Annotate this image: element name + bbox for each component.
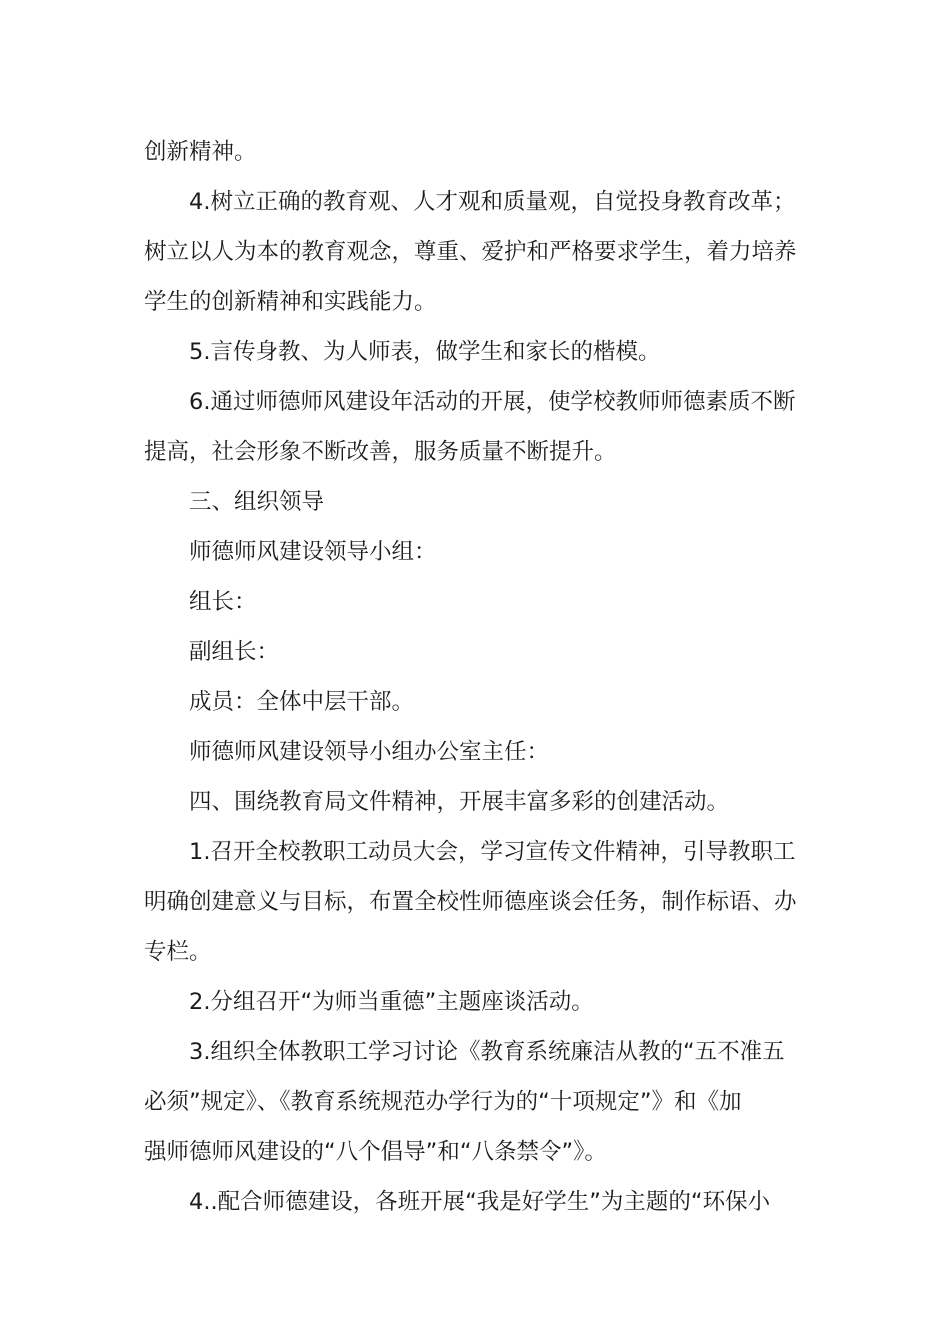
document-body xyxy=(144,127,808,1227)
text-line: 树立以人为本的教育观念，尊重、爱护和严格要求学生，着力培养 xyxy=(144,239,797,265)
text-line: 1.召开全校教职工动员大会，学习宣传文件精神，引导教职工 xyxy=(189,839,796,865)
text-line: 4..配合师德建设，各班开展“我是好学生”为主题的“环保小 xyxy=(189,1189,771,1215)
text-line: 组长： xyxy=(189,589,257,615)
text-line: 副组长： xyxy=(189,639,280,665)
text-line: 强师德师风建设的“八个倡导”和“八条禁令”》。 xyxy=(144,1139,607,1165)
text-line: 学生的创新精神和实践能力。 xyxy=(144,289,437,315)
text-line: 师德师风建设领导小组： xyxy=(189,539,437,565)
text-line: 明确创建意义与目标，布置全校性师德座谈会任务，制作标语、办 xyxy=(144,889,797,915)
section-heading: 三、组织领导 xyxy=(189,489,325,515)
section-heading: 四、围绕教育局文件精神，开展丰富多彩的创建活动。 xyxy=(189,789,730,815)
text-line: 师德师风建设领导小组办公室主任： xyxy=(189,739,550,765)
text-line: 成员：全体中层干部。 xyxy=(189,689,415,715)
text-line: 必须”规定》、《教育系统规范办学行为的“十项规定”》和《加 xyxy=(144,1089,742,1115)
text-line: 提高，社会形象不断改善，服务质量不断提升。 xyxy=(144,439,617,465)
text-line: 创新精神。 xyxy=(144,139,257,165)
text-line: 4.树立正确的教育观、人才观和质量观，自觉投身教育改革； xyxy=(189,189,796,215)
text-line: 3.组织全体教职工学习讨论《教育系统廉洁从教的“五不准五 xyxy=(189,1039,785,1065)
text-line: 6.通过师德师风建设年活动的开展，使学校教师师德素质不断 xyxy=(189,389,796,415)
text-line: 专栏。 xyxy=(144,939,212,965)
text-line: 5.言传身教、为人师表，做学生和家长的楷模。 xyxy=(189,339,661,365)
text-line: 2.分组召开“为师当重德”主题座谈活动。 xyxy=(189,989,594,1015)
